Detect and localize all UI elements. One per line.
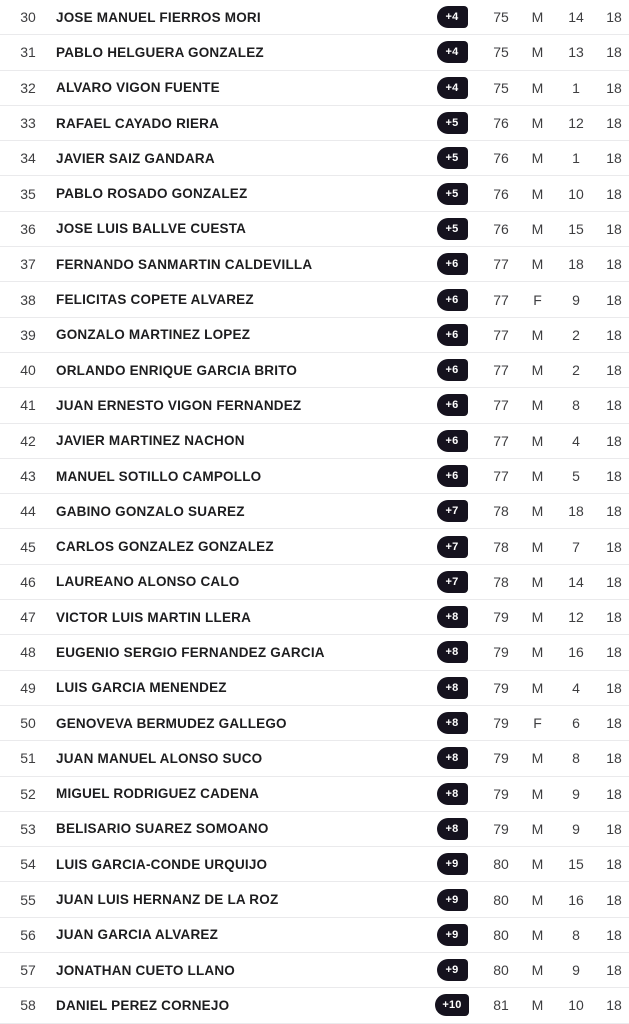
holes-played-cell: 18 <box>606 150 622 167</box>
holes-played-cell: 18 <box>606 715 622 732</box>
gender-cell: M <box>531 644 544 661</box>
holes-played-cell: 18 <box>606 644 622 661</box>
score-to-par-badge: +6 <box>437 359 468 381</box>
rank-cell: 37 <box>20 256 36 273</box>
gender-cell: M <box>531 856 544 873</box>
handicap-cell: 15 <box>568 220 584 237</box>
gender-cell: M <box>531 220 544 237</box>
player-name: VICTOR LUIS MARTIN LLERA <box>56 609 252 625</box>
score-to-par-badge: +6 <box>437 430 468 452</box>
holes-played-cell: 18 <box>606 679 622 696</box>
badge-cell <box>424 536 480 558</box>
table-row[interactable] <box>0 106 629 141</box>
score-to-par-badge: +8 <box>437 783 468 805</box>
score-to-par-badge: +7 <box>437 500 468 522</box>
handicap-cell: 5 <box>572 468 580 484</box>
gender-cell: M <box>531 150 544 167</box>
total-score-cell: 81 <box>493 997 509 1014</box>
total-score-cell: 77 <box>493 291 509 308</box>
player-name: RAFAEL CAYADO RIERA <box>56 115 220 131</box>
gender-cell: M <box>531 326 544 343</box>
rank-cell: 56 <box>20 926 36 943</box>
table-row[interactable] <box>0 494 629 529</box>
handicap-cell: 14 <box>568 573 584 590</box>
badge-cell <box>424 853 480 875</box>
table-row[interactable] <box>0 35 629 70</box>
score-to-par-badge: +5 <box>437 112 468 134</box>
table-row[interactable] <box>0 741 629 776</box>
score-to-par-badge: +9 <box>437 959 468 981</box>
gender-cell: F <box>533 715 542 732</box>
handicap-cell: 12 <box>568 609 584 626</box>
rank-cell: 54 <box>20 856 36 873</box>
rank-cell: 55 <box>20 891 36 908</box>
holes-played-cell: 18 <box>606 856 622 873</box>
rank-cell: 47 <box>20 609 36 626</box>
holes-played-cell: 18 <box>606 468 622 484</box>
table-row[interactable] <box>0 388 629 423</box>
badge-cell <box>424 606 480 628</box>
player-name: JAVIER SAIZ GANDARA <box>56 150 215 166</box>
total-score-cell: 76 <box>493 150 509 167</box>
badge-cell <box>424 77 480 99</box>
table-row[interactable] <box>0 529 629 564</box>
table-row[interactable] <box>0 176 629 211</box>
badge-cell <box>424 500 480 522</box>
gender-cell: M <box>531 79 544 96</box>
rank-cell: 51 <box>20 750 36 767</box>
rank-cell: 46 <box>20 573 36 590</box>
player-name: JONATHAN CUETO LLANO <box>56 962 235 978</box>
badge-cell <box>424 889 480 911</box>
rank-cell: 40 <box>20 362 36 379</box>
badge-cell <box>424 147 480 169</box>
rank-cell: 42 <box>20 432 36 449</box>
total-score-cell: 79 <box>493 609 509 626</box>
gender-cell: M <box>531 891 544 908</box>
rank-cell: 36 <box>20 220 36 237</box>
player-name: JUAN ERNESTO VIGON FERNANDEZ <box>56 397 302 413</box>
badge-cell <box>424 571 480 593</box>
holes-played-cell: 18 <box>606 820 622 837</box>
rank-cell: 39 <box>20 326 36 343</box>
score-to-par-badge: +5 <box>437 147 468 169</box>
player-name: MANUEL SOTILLO CAMPOLLO <box>56 468 262 484</box>
rank-cell: 30 <box>20 9 36 26</box>
holes-played-cell: 18 <box>606 503 622 520</box>
total-score-cell: 75 <box>493 9 509 26</box>
player-name: JOSE MANUEL FIERROS MORI <box>56 9 261 25</box>
holes-played-cell: 18 <box>606 750 622 767</box>
rank-cell: 49 <box>20 679 36 696</box>
player-name: DANIEL PEREZ CORNEJO <box>56 997 230 1013</box>
badge-cell <box>424 994 480 1016</box>
gender-cell: M <box>531 362 544 379</box>
handicap-cell: 13 <box>568 44 584 61</box>
holes-played-cell: 18 <box>606 291 622 308</box>
table-row[interactable] <box>0 212 629 247</box>
total-score-cell: 80 <box>493 962 509 979</box>
handicap-cell: 6 <box>572 715 580 732</box>
total-score-cell: 76 <box>493 220 509 237</box>
rank-cell: 41 <box>20 397 36 414</box>
table-row[interactable] <box>0 671 629 706</box>
score-to-par-badge: +8 <box>437 747 468 769</box>
score-to-par-badge: +8 <box>437 677 468 699</box>
score-to-par-badge: +6 <box>437 324 468 346</box>
handicap-cell: 14 <box>568 9 584 26</box>
handicap-cell: 9 <box>572 785 580 802</box>
total-score-cell: 77 <box>493 362 509 379</box>
holes-played-cell: 18 <box>606 256 622 273</box>
table-row[interactable] <box>0 882 629 917</box>
total-score-cell: 76 <box>493 185 509 202</box>
total-score-cell: 79 <box>493 820 509 837</box>
badge-cell <box>424 924 480 946</box>
table-row[interactable] <box>0 706 629 741</box>
holes-played-cell: 18 <box>606 609 622 626</box>
holes-played-cell: 18 <box>606 397 622 414</box>
score-to-par-badge: +8 <box>437 712 468 734</box>
table-row[interactable] <box>0 0 629 35</box>
total-score-cell: 79 <box>493 679 509 696</box>
table-row[interactable] <box>0 847 629 882</box>
player-name: JOSE LUIS BALLVE CUESTA <box>56 221 247 237</box>
holes-played-cell: 18 <box>606 926 622 943</box>
player-name: ALVARO VIGON FUENTE <box>56 80 220 96</box>
badge-cell <box>424 959 480 981</box>
table-row[interactable] <box>0 282 629 317</box>
handicap-cell: 2 <box>572 326 580 343</box>
handicap-cell: 8 <box>572 750 580 767</box>
rank-cell: 44 <box>20 503 36 520</box>
gender-cell: M <box>531 9 544 26</box>
gender-cell: M <box>531 962 544 979</box>
handicap-cell: 18 <box>568 503 584 520</box>
handicap-cell: 2 <box>572 362 580 379</box>
score-to-par-badge: +9 <box>437 853 468 875</box>
score-to-par-badge: +5 <box>437 183 468 205</box>
score-to-par-badge: +4 <box>437 6 468 28</box>
table-row[interactable] <box>0 353 629 388</box>
handicap-cell: 16 <box>568 891 584 908</box>
player-name: GONZALO MARTINEZ LOPEZ <box>56 327 251 343</box>
player-name: LUIS GARCIA-CONDE URQUIJO <box>56 856 268 872</box>
gender-cell: M <box>531 820 544 837</box>
score-to-par-badge: +6 <box>437 289 468 311</box>
score-to-par-badge: +7 <box>437 536 468 558</box>
total-score-cell: 79 <box>493 750 509 767</box>
total-score-cell: 78 <box>493 503 509 520</box>
gender-cell: M <box>531 432 544 449</box>
player-name: JUAN GARCIA ALVAREZ <box>56 927 219 943</box>
score-to-par-badge: +8 <box>437 818 468 840</box>
badge-cell <box>424 747 480 769</box>
player-name: JAVIER MARTINEZ NACHON <box>56 433 245 449</box>
total-score-cell: 75 <box>493 79 509 96</box>
gender-cell: M <box>531 785 544 802</box>
total-score-cell: 78 <box>493 573 509 590</box>
rank-cell: 52 <box>20 785 36 802</box>
score-to-par-badge: +7 <box>437 571 468 593</box>
holes-played-cell: 18 <box>606 891 622 908</box>
total-score-cell: 77 <box>493 326 509 343</box>
handicap-cell: 9 <box>572 962 580 979</box>
handicap-cell: 16 <box>568 644 584 661</box>
gender-cell: M <box>531 997 544 1014</box>
player-name: BELISARIO SUAREZ SOMOANO <box>56 821 269 837</box>
badge-cell <box>424 783 480 805</box>
badge-cell <box>424 712 480 734</box>
score-to-par-badge: +5 <box>437 218 468 240</box>
gender-cell: M <box>531 397 544 414</box>
badge-cell <box>424 359 480 381</box>
table-row[interactable] <box>0 71 629 106</box>
badge-cell <box>424 324 480 346</box>
rank-cell: 38 <box>20 291 36 308</box>
rank-cell: 31 <box>20 44 36 61</box>
badge-cell <box>424 218 480 240</box>
player-name: FELICITAS COPETE ALVAREZ <box>56 292 254 308</box>
player-name: PABLO ROSADO GONZALEZ <box>56 186 248 202</box>
gender-cell: M <box>531 44 544 61</box>
holes-played-cell: 18 <box>606 785 622 802</box>
table-row[interactable] <box>0 459 629 494</box>
table-row[interactable] <box>0 635 629 670</box>
handicap-cell: 4 <box>572 432 580 449</box>
handicap-cell: 18 <box>568 256 584 273</box>
rank-cell: 58 <box>20 997 36 1014</box>
holes-played-cell: 18 <box>606 997 622 1014</box>
badge-cell <box>424 183 480 205</box>
table-row[interactable] <box>0 318 629 353</box>
table-row[interactable] <box>0 988 629 1023</box>
badge-cell <box>424 41 480 63</box>
total-score-cell: 79 <box>493 715 509 732</box>
total-score-cell: 79 <box>493 785 509 802</box>
holes-played-cell: 18 <box>606 185 622 202</box>
player-name: CARLOS GONZALEZ GONZALEZ <box>56 539 274 555</box>
score-to-par-badge: +10 <box>435 994 468 1016</box>
total-score-cell: 77 <box>493 468 509 484</box>
table-row[interactable] <box>0 565 629 600</box>
gender-cell: M <box>531 750 544 767</box>
rank-cell: 53 <box>20 820 36 837</box>
player-name: GABINO GONZALO SUAREZ <box>56 503 245 519</box>
holes-played-cell: 18 <box>606 326 622 343</box>
rank-cell: 50 <box>20 715 36 732</box>
badge-cell <box>424 677 480 699</box>
handicap-cell: 7 <box>572 538 580 555</box>
player-name: JUAN LUIS HERNANZ DE LA ROZ <box>56 892 279 908</box>
total-score-cell: 75 <box>493 44 509 61</box>
badge-cell <box>424 818 480 840</box>
badge-cell <box>424 112 480 134</box>
table-row[interactable] <box>0 424 629 459</box>
score-to-par-badge: +6 <box>437 465 468 487</box>
table-row[interactable] <box>0 777 629 812</box>
rank-cell: 48 <box>20 644 36 661</box>
total-score-cell: 77 <box>493 256 509 273</box>
badge-cell <box>424 430 480 452</box>
player-name: LUIS GARCIA MENENDEZ <box>56 680 227 696</box>
total-score-cell: 80 <box>493 891 509 908</box>
player-name: FERNANDO SANMARTIN CALDEVILLA <box>56 256 313 272</box>
score-to-par-badge: +4 <box>437 41 468 63</box>
score-to-par-badge: +6 <box>437 394 468 416</box>
rank-cell: 32 <box>20 79 36 96</box>
score-to-par-badge: +8 <box>437 606 468 628</box>
gender-cell: M <box>531 503 544 520</box>
holes-played-cell: 18 <box>606 220 622 237</box>
handicap-cell: 10 <box>568 185 584 202</box>
score-to-par-badge: +9 <box>437 924 468 946</box>
player-name: GENOVEVA BERMUDEZ GALLEGO <box>56 715 287 731</box>
total-score-cell: 80 <box>493 856 509 873</box>
handicap-cell: 9 <box>572 291 580 308</box>
holes-played-cell: 18 <box>606 79 622 96</box>
gender-cell: M <box>531 609 544 626</box>
total-score-cell: 79 <box>493 644 509 661</box>
badge-cell <box>424 253 480 275</box>
holes-played-cell: 18 <box>606 44 622 61</box>
badge-cell <box>424 394 480 416</box>
rank-cell: 33 <box>20 115 36 132</box>
player-name: JUAN MANUEL ALONSO SUCO <box>56 750 263 766</box>
handicap-cell: 15 <box>568 856 584 873</box>
badge-cell <box>424 289 480 311</box>
handicap-cell: 1 <box>572 150 580 167</box>
total-score-cell: 77 <box>493 432 509 449</box>
player-name: PABLO HELGUERA GONZALEZ <box>56 44 264 60</box>
handicap-cell: 8 <box>572 397 580 414</box>
badge-cell <box>424 465 480 487</box>
handicap-cell: 9 <box>572 820 580 837</box>
gender-cell: M <box>531 926 544 943</box>
holes-played-cell: 18 <box>606 115 622 132</box>
handicap-cell: 1 <box>572 79 580 96</box>
gender-cell: M <box>531 115 544 132</box>
holes-played-cell: 18 <box>606 962 622 979</box>
gender-cell: M <box>531 185 544 202</box>
holes-played-cell: 18 <box>606 9 622 26</box>
total-score-cell: 77 <box>493 397 509 414</box>
holes-played-cell: 18 <box>606 432 622 449</box>
holes-played-cell: 18 <box>606 362 622 379</box>
gender-cell: M <box>531 538 544 555</box>
table-row[interactable] <box>0 918 629 953</box>
rank-cell: 57 <box>20 962 36 979</box>
total-score-cell: 78 <box>493 538 509 555</box>
holes-played-cell: 18 <box>606 573 622 590</box>
handicap-cell: 10 <box>568 997 584 1014</box>
player-name: MIGUEL RODRIGUEZ CADENA <box>56 786 260 802</box>
total-score-cell: 80 <box>493 926 509 943</box>
score-to-par-badge: +6 <box>437 253 468 275</box>
rank-cell: 43 <box>20 468 36 484</box>
rank-cell: 35 <box>20 185 36 202</box>
table-row[interactable] <box>0 247 629 282</box>
handicap-cell: 8 <box>572 926 580 943</box>
table-row[interactable] <box>0 141 629 176</box>
gender-cell: M <box>531 468 544 484</box>
gender-cell: M <box>531 679 544 696</box>
table-row[interactable] <box>0 953 629 988</box>
gender-cell: M <box>531 256 544 273</box>
handicap-cell: 4 <box>572 679 580 696</box>
handicap-cell: 12 <box>568 115 584 132</box>
player-name: EUGENIO SERGIO FERNANDEZ GARCIA <box>56 644 325 660</box>
gender-cell: M <box>531 573 544 590</box>
total-score-cell: 76 <box>493 115 509 132</box>
rank-cell: 34 <box>20 150 36 167</box>
badge-cell <box>424 6 480 28</box>
rank-cell: 45 <box>20 538 36 555</box>
player-name: ORLANDO ENRIQUE GARCIA BRITO <box>56 362 298 378</box>
badge-cell <box>424 641 480 663</box>
score-to-par-badge: +9 <box>437 889 468 911</box>
holes-played-cell: 18 <box>606 538 622 555</box>
score-to-par-badge: +8 <box>437 641 468 663</box>
table-row[interactable] <box>0 812 629 847</box>
table-row[interactable] <box>0 600 629 635</box>
score-to-par-badge: +4 <box>437 77 468 99</box>
gender-cell: F <box>533 291 542 308</box>
player-name: LAUREANO ALONSO CALO <box>56 574 240 590</box>
